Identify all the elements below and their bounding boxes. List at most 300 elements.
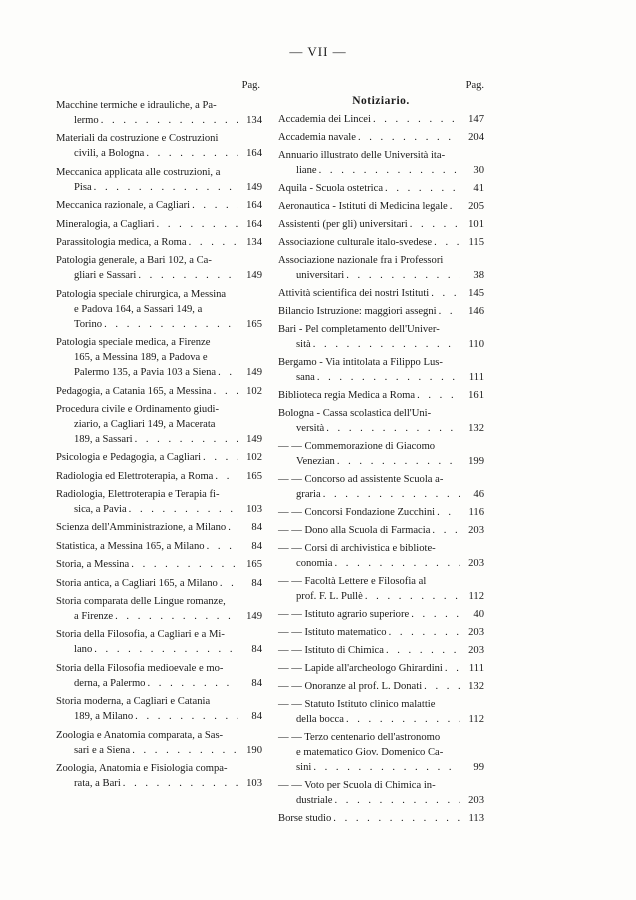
entry-line: — — Istituto agrario superiore [278, 609, 410, 620]
entry-last-line [56, 743, 262, 758]
index-entry [56, 287, 262, 332]
index-entry [278, 199, 484, 214]
entry-last-line [278, 505, 484, 520]
entry-line: Storia antica, a Cagliari 165, a Milano [56, 577, 218, 589]
entry-last-line [278, 163, 484, 178]
entry-line: — — Istituto di Chimica [278, 645, 384, 656]
entry-line: — — Istituto matematico [278, 627, 387, 638]
page-reference: 165 [246, 470, 262, 482]
entry-line: — — Lapide all'archeologo Ghirardini [278, 663, 443, 674]
dot-leader [337, 454, 460, 469]
page-reference: 145 [468, 288, 484, 299]
dot-leader [157, 217, 238, 232]
entry-line: 165, a Messina 189, a Padova e [74, 352, 208, 364]
index-entry [56, 217, 262, 232]
entry-line: Bergamo - Via intitolata a Filippo Lus- [278, 357, 443, 368]
page-reference: 41 [473, 183, 484, 194]
entry-line: Palermo 135, a Pavia 103 a Siena [74, 367, 217, 379]
index-entry [56, 627, 262, 657]
entry-line: Bari - Pel completamento dell'Univer- [278, 324, 440, 335]
dot-leader [334, 556, 460, 571]
dot-leader [333, 811, 460, 826]
entry-line: sità [296, 339, 311, 350]
dot-leader [411, 607, 460, 622]
page-reference: 134 [246, 115, 262, 126]
dot-leader [313, 337, 460, 352]
entry-line: conomia [296, 558, 333, 569]
entry-last-line [56, 146, 262, 161]
page-reference: 40 [473, 609, 484, 620]
dot-leader [317, 370, 460, 385]
entry-line: e Padova 164, a Sassari 149, a [74, 303, 203, 315]
entry-last-line [56, 198, 262, 213]
entry-last-line [278, 712, 484, 727]
page-reference: 111 [468, 663, 484, 674]
index-entry [278, 355, 484, 385]
entry-line: Psicologia e Pedagogia, a Cagliari [56, 452, 202, 464]
index-entry [56, 165, 262, 195]
dot-leader [431, 286, 460, 301]
entry-line: Radiologia ed Elettroterapia, a Roma [56, 470, 214, 482]
entry-line: Associazione culturale italo-svedese [278, 237, 433, 248]
entry-line: Meccanica applicata alle costruzioni, a [56, 166, 221, 178]
entry-last-line [278, 811, 484, 826]
dot-leader [94, 180, 238, 195]
entry-last-line [56, 235, 262, 250]
entry-line: Assistenti (per gli) universitari [278, 219, 408, 230]
dot-leader [101, 113, 238, 128]
entry-line: Storia della Filosofia, a Cagliari e a Mi- [56, 629, 225, 641]
entry-last-line [56, 180, 262, 195]
index-entry [56, 728, 262, 758]
index-entry [278, 286, 484, 301]
page-reference: 165 [246, 318, 262, 330]
entry-line: — — Dono alla Scuola di Farmacia [278, 525, 431, 536]
entry-line: Storia, a Messina [56, 559, 130, 571]
page-number: — VII — [289, 44, 347, 59]
page-reference: 84 [251, 540, 262, 552]
entry-last-line [56, 776, 262, 791]
page-reference: 146 [468, 306, 484, 317]
index-entry [278, 643, 484, 658]
entry-line: Venezian [296, 456, 335, 467]
entry-line: universitari [296, 270, 345, 281]
entry-last-line [278, 661, 484, 676]
index-entry [278, 679, 484, 694]
index-list-left [56, 98, 262, 791]
dot-leader [129, 502, 238, 517]
entry-last-line [278, 388, 484, 403]
pag-label: Pag. [241, 80, 260, 91]
entry-line: dustriale [296, 795, 333, 806]
entry-last-line [278, 793, 484, 808]
page-reference: 84 [251, 577, 262, 589]
entry-line: Storia moderna, a Cagliari e Catania [56, 696, 211, 708]
entry-line: Storia comparata delle Lingue romanze, [56, 596, 226, 608]
page-reference: 113 [468, 813, 484, 824]
entry-line: Mineralogia, a Cagliari [56, 218, 155, 230]
entry-last-line [56, 576, 262, 591]
dot-leader [135, 709, 238, 724]
dot-leader [218, 365, 238, 380]
dot-leader [373, 112, 460, 127]
entry-line: sana [296, 372, 315, 383]
entry-last-line [56, 450, 262, 465]
entry-line: sica, a Pavia [74, 504, 127, 516]
index-entry [56, 198, 262, 213]
dot-leader [386, 643, 460, 658]
entry-last-line [278, 679, 484, 694]
entry-last-line [278, 181, 484, 196]
entry-line: prof. F. L. Pullè [296, 591, 363, 602]
dot-leader [123, 776, 238, 791]
entry-last-line [56, 469, 262, 484]
entry-line: Accademia navale [278, 132, 356, 143]
page-reference: 161 [468, 390, 484, 401]
entry-last-line [56, 520, 262, 535]
index-entry [278, 388, 484, 403]
page-reference: 203 [468, 645, 484, 656]
index-entry [56, 469, 262, 484]
entry-line: Torino [74, 318, 103, 330]
entry-last-line [278, 235, 484, 250]
index-entry [278, 778, 484, 808]
page-reference: 112 [468, 714, 484, 725]
page-reference: 164 [246, 200, 262, 212]
dot-leader [365, 589, 460, 604]
entry-line: sari e a Siena [74, 744, 131, 756]
dot-leader [385, 181, 460, 196]
page-reference: 116 [468, 507, 484, 518]
index-entry [278, 130, 484, 145]
entry-last-line [278, 268, 484, 283]
entry-last-line [56, 113, 262, 128]
page-reference: 205 [468, 201, 484, 212]
entry-line: Pedagogia, a Catania 165, a Messina [56, 385, 212, 397]
index-entry [278, 472, 484, 502]
entry-last-line [278, 589, 484, 604]
page-reference: 112 [468, 591, 484, 602]
dot-leader [104, 317, 238, 332]
index-entry [278, 439, 484, 469]
entry-last-line [56, 502, 262, 517]
page-reference: 102 [246, 385, 262, 397]
entry-line: Aquila - Scuola ostetrica [278, 183, 384, 194]
entry-line: Storia della Filosofia medioevale e mo- [56, 662, 224, 674]
index-entry [278, 322, 484, 352]
entry-line: Biblioteca regia Medica a Roma [278, 390, 416, 401]
entry-last-line [56, 365, 262, 380]
dot-leader [138, 268, 238, 283]
page-reference: 84 [251, 677, 262, 689]
entry-line: ziario, a Cagliari 149, a Macerata [74, 418, 216, 430]
dot-leader [450, 199, 460, 214]
page-reference: 149 [246, 367, 262, 379]
entry-line: — — Commemorazione di Giacomo [278, 441, 436, 452]
entry-line: 189, a Sassari [74, 433, 133, 445]
entry-line: Bologna - Cassa scolastica dell'Uni- [278, 408, 432, 419]
entry-line: graria [296, 489, 321, 500]
entry-last-line [278, 625, 484, 640]
entry-line: a Firenze [74, 611, 114, 623]
index-list-right [278, 112, 484, 826]
entry-line: Annuario illustrato delle Università ita- [278, 150, 446, 161]
index-entry [56, 98, 262, 128]
entry-last-line [56, 432, 262, 447]
dot-leader [189, 235, 238, 250]
page-reference: 111 [468, 372, 484, 383]
entry-line: Associazione nazionale fra i Professori [278, 255, 444, 266]
dot-leader [445, 661, 460, 676]
dot-leader [417, 388, 460, 403]
dot-leader [220, 576, 238, 591]
dot-leader [439, 304, 460, 319]
entry-last-line [278, 199, 484, 214]
entry-line: Materiali da costruzione e Costruzioni [56, 133, 219, 145]
entry-line: 189, a Milano [74, 711, 134, 723]
entry-line: Attività scientifica dei nostri Istituti [278, 288, 430, 299]
index-entry [278, 406, 484, 436]
entry-last-line [278, 217, 484, 232]
index-entry [56, 761, 262, 791]
dot-leader [434, 235, 460, 250]
dot-leader [424, 679, 460, 694]
dot-leader [326, 421, 460, 436]
page-reference: 132 [468, 423, 484, 434]
entry-last-line [278, 760, 484, 775]
page-reference: 103 [246, 504, 262, 516]
entry-line: liane [296, 165, 317, 176]
index-entry [56, 402, 262, 447]
entry-last-line [56, 317, 262, 332]
page-reference: 203 [468, 795, 484, 806]
entry-line: — — Terzo centenario dell'astronomo [278, 732, 441, 743]
entry-line: Radiologia, Elettroterapia e Terapia fi- [56, 489, 220, 501]
entry-line: Zoologia e Anatomia comparata, a Sas- [56, 729, 224, 741]
page-reference: 149 [246, 181, 262, 193]
page-reference: 164 [246, 218, 262, 230]
dot-leader [147, 676, 238, 691]
page-reference: 84 [251, 711, 262, 723]
entry-line: Patologia generale, a Bari 102, a Ca- [56, 255, 212, 267]
index-entry [56, 384, 262, 399]
page-reference: 203 [468, 627, 484, 638]
index-entry [56, 557, 262, 572]
index-entry [56, 131, 262, 161]
entry-last-line [278, 487, 484, 502]
dot-leader [437, 505, 460, 520]
entry-line: — — Concorsi Fondazione Zucchini [278, 507, 436, 518]
entry-last-line [56, 676, 262, 691]
dot-leader [346, 712, 460, 727]
pag-label: Pag. [465, 80, 484, 91]
index-entry [56, 450, 262, 465]
entry-last-line [56, 384, 262, 399]
index-entry [56, 487, 262, 517]
page-reference: 203 [468, 558, 484, 569]
page-reference: 38 [473, 270, 484, 281]
index-entry [56, 253, 262, 283]
entry-line: Accademia dei Lincei [278, 114, 371, 125]
page-reference: 84 [251, 522, 262, 534]
entry-line: Bilancio Istruzione: maggiori assegni [278, 306, 437, 317]
dot-leader [215, 469, 238, 484]
index-entry [278, 607, 484, 622]
page-reference: 115 [468, 237, 484, 248]
dot-leader [228, 520, 238, 535]
dot-leader [389, 625, 460, 640]
page-reference: 132 [468, 681, 484, 692]
index-entry [278, 541, 484, 571]
dot-leader [410, 217, 460, 232]
index-entry [56, 661, 262, 691]
index-entry [278, 661, 484, 676]
index-entry [56, 335, 262, 380]
dot-leader [214, 384, 238, 399]
dot-leader [323, 487, 460, 502]
entry-line: Patologia speciale medica, a Firenze [56, 337, 211, 349]
page-reference: 149 [246, 611, 262, 623]
index-entry [278, 304, 484, 319]
page-reference: 204 [468, 132, 484, 143]
entry-line: Zoologia, Anatomia e Fisiologia compa- [56, 762, 228, 774]
entry-last-line [278, 607, 484, 622]
index-entry [278, 811, 484, 826]
entry-line: — — Corsi di archivistica e bibliote- [278, 543, 436, 554]
page-reference: 84 [251, 644, 262, 656]
page-reference: 30 [473, 165, 484, 176]
entry-line: lano [74, 644, 93, 656]
index-entry [278, 697, 484, 727]
index-entry [278, 181, 484, 196]
entry-line: Macchine termiche e idrauliche, a Pa- [56, 100, 217, 111]
index-entry [56, 235, 262, 250]
index-column-left [56, 78, 262, 794]
page-reference: 149 [246, 270, 262, 282]
index-entry [56, 694, 262, 724]
entry-line: Statistica, a Messina 165, a Milano [56, 540, 205, 552]
entry-line: civili, a Bologna [74, 148, 145, 160]
entry-line: Meccanica razionale, a Cagliari [56, 200, 191, 212]
entry-line: — — Statuto Istituto clinico malattie [278, 699, 436, 710]
index-entry [56, 576, 262, 591]
entry-last-line [278, 286, 484, 301]
dot-leader [319, 163, 460, 178]
page-reference: 134 [246, 236, 262, 248]
index-entry [278, 217, 484, 232]
entry-line: Patologia speciale chirurgica, a Messina [56, 288, 227, 300]
entry-last-line [56, 557, 262, 572]
index-column-right [278, 78, 484, 829]
entry-last-line [56, 268, 262, 283]
section-title: Notiziario. [352, 95, 410, 107]
page-reference: 103 [246, 777, 262, 789]
index-entry [278, 523, 484, 538]
index-entry [56, 520, 262, 535]
entry-line: Procedura civile e Ordinamento giudi- [56, 403, 219, 415]
index-entry [278, 112, 484, 127]
entry-last-line [278, 454, 484, 469]
entry-last-line [56, 709, 262, 724]
entry-last-line [278, 643, 484, 658]
page-reference: 199 [468, 456, 484, 467]
index-entry [278, 730, 484, 775]
entry-line: lermo [74, 115, 99, 126]
dot-leader [207, 539, 238, 554]
index-entry [56, 594, 262, 624]
entry-line: Parassitologia medica, a Roma [56, 236, 187, 248]
entry-last-line [278, 304, 484, 319]
dot-leader [146, 146, 238, 161]
entry-last-line [278, 130, 484, 145]
page-reference: 203 [468, 525, 484, 536]
page-reference: 164 [246, 148, 262, 160]
page-reference: 101 [468, 219, 484, 230]
dot-leader [192, 198, 238, 213]
page-reference: 147 [468, 114, 484, 125]
dot-leader [203, 450, 238, 465]
dot-leader [334, 793, 460, 808]
entry-line: sini [296, 762, 312, 773]
entry-last-line [56, 539, 262, 554]
entry-line: — — Onoranze al prof. L. Donati [278, 681, 423, 692]
index-entry [278, 253, 484, 283]
dot-leader [358, 130, 460, 145]
entry-last-line [56, 609, 262, 624]
dot-leader [313, 760, 460, 775]
dot-leader [94, 642, 238, 657]
entry-line: Aeronautica - Istituti di Medicina legale [278, 201, 448, 212]
page-reference: 190 [246, 744, 262, 756]
entry-last-line [56, 642, 262, 657]
entry-last-line [278, 337, 484, 352]
page-reference: 149 [246, 433, 262, 445]
entry-line: e matematico Giov. Domenico Ca- [296, 747, 444, 758]
page-reference: 102 [246, 452, 262, 464]
dot-leader [115, 609, 238, 624]
entry-line: gliari e Sassari [74, 270, 137, 282]
entry-last-line [278, 421, 484, 436]
entry-line: — — Voto per Scuola di Chimica in- [278, 780, 436, 791]
page-reference: 99 [473, 762, 484, 773]
page-reference: 110 [468, 339, 484, 350]
index-entry [278, 625, 484, 640]
entry-line: — — Concorso ad assistente Scuola a- [278, 474, 444, 485]
entry-last-line [56, 217, 262, 232]
dot-leader [131, 557, 238, 572]
entry-last-line [278, 523, 484, 538]
entry-line: — — Facoltà Lettere e Filosofia al [278, 576, 427, 587]
index-entry [56, 539, 262, 554]
entry-line: versità [296, 423, 325, 434]
entry-line: Scienza dell'Amministrazione, a Milano [56, 522, 227, 534]
dot-leader [432, 523, 460, 538]
dot-leader [346, 268, 460, 283]
entry-line: derna, a Palermo [74, 677, 146, 689]
index-entry [278, 235, 484, 250]
page-reference: 165 [246, 559, 262, 571]
page-reference: 46 [473, 489, 484, 500]
index-entry [278, 505, 484, 520]
entry-line: Pisa [74, 181, 92, 193]
index-entry [278, 148, 484, 178]
entry-line: rata, a Bari [74, 777, 121, 789]
entry-last-line [278, 112, 484, 127]
entry-line: della bocca [296, 714, 344, 725]
index-entry [278, 574, 484, 604]
dot-leader [135, 432, 238, 447]
entry-last-line [278, 370, 484, 385]
